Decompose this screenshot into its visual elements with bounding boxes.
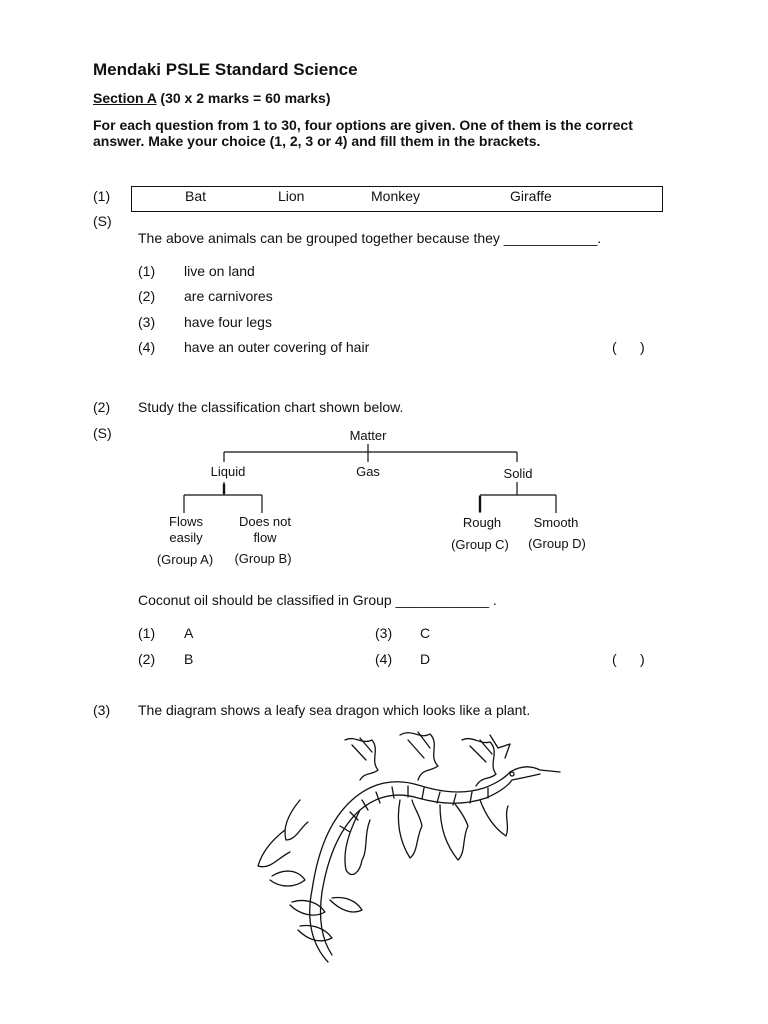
chart-group-c: (Group C) bbox=[451, 537, 509, 552]
q3-stem: The diagram shows a leafy sea dragon which looks like a plant. bbox=[138, 702, 531, 718]
q2-option-text: B bbox=[184, 651, 194, 667]
q2-option-number: (2) bbox=[138, 651, 156, 667]
q1-option-text: live on land bbox=[184, 263, 255, 279]
q1-option-number: (2) bbox=[138, 288, 156, 304]
q2-option-text: C bbox=[420, 625, 431, 641]
q2-option-text: A bbox=[184, 625, 194, 641]
q2-option-number: (3) bbox=[375, 625, 393, 641]
q1-stem: The above animals can be grouped together because they ____________. bbox=[138, 230, 602, 246]
q1-option-text: are carnivores bbox=[184, 288, 273, 304]
q1-option-text: have four legs bbox=[184, 314, 272, 330]
chart-group-b: (Group B) bbox=[234, 551, 292, 566]
chart-leaf-smooth: Smooth bbox=[533, 515, 579, 530]
q1-number: (1) bbox=[93, 188, 111, 204]
q2-option-text: D bbox=[420, 651, 431, 667]
q1-option-number: (3) bbox=[138, 314, 156, 330]
chart-leaf-flows: easily bbox=[169, 530, 203, 545]
page-title: Mendaki PSLE Standard Science bbox=[93, 60, 358, 79]
q2-number: (2) bbox=[93, 399, 111, 415]
q2-question: Coconut oil should be classified in Group ____________ . bbox=[138, 592, 497, 608]
section-label: Section A bbox=[93, 90, 157, 106]
q2-stem: Study the classification chart shown below. bbox=[138, 399, 404, 415]
chart-leaf-doesnot: Does not bbox=[238, 514, 292, 529]
chart-leaf-flows: Flows bbox=[169, 514, 203, 529]
chart-group-d: (Group D) bbox=[528, 536, 586, 551]
chart-group-a: (Group A) bbox=[156, 552, 214, 567]
chart-node-matter: Matter bbox=[349, 428, 387, 443]
q1-animal: Lion bbox=[278, 188, 305, 204]
q2-option-number: (4) bbox=[375, 651, 393, 667]
q2-tag: (S) bbox=[93, 425, 112, 441]
instructions: For each question from 1 to 30, four options are given. One of them is the correct answer. Make your choice (1, 2, 3 or 4) and fill them in the brackets. bbox=[93, 117, 633, 149]
q2-answer-bracket[interactable]: ( ) bbox=[612, 651, 645, 667]
q1-option-number: (4) bbox=[138, 339, 156, 355]
q3-number: (3) bbox=[93, 702, 111, 718]
section-marks: (30 x 2 marks = 60 marks) bbox=[156, 90, 331, 106]
q1-tag: (S) bbox=[93, 213, 112, 229]
q2-option-number: (1) bbox=[138, 625, 156, 641]
chart-node-solid: Solid bbox=[503, 466, 533, 481]
q1-animal: Giraffe bbox=[510, 188, 552, 204]
chart-leaf-doesnot: flow bbox=[253, 530, 277, 545]
chart-leaf-rough: Rough bbox=[462, 515, 502, 530]
q1-option-number: (1) bbox=[138, 263, 156, 279]
q1-animal: Monkey bbox=[371, 188, 421, 204]
q1-option-text: have an outer covering of hair bbox=[184, 339, 370, 355]
q1-animal: Bat bbox=[185, 188, 207, 204]
q1-answer-bracket[interactable]: ( ) bbox=[612, 339, 645, 355]
chart-node-gas: Gas bbox=[356, 464, 380, 479]
chart-node-liquid: Liquid bbox=[210, 464, 246, 479]
